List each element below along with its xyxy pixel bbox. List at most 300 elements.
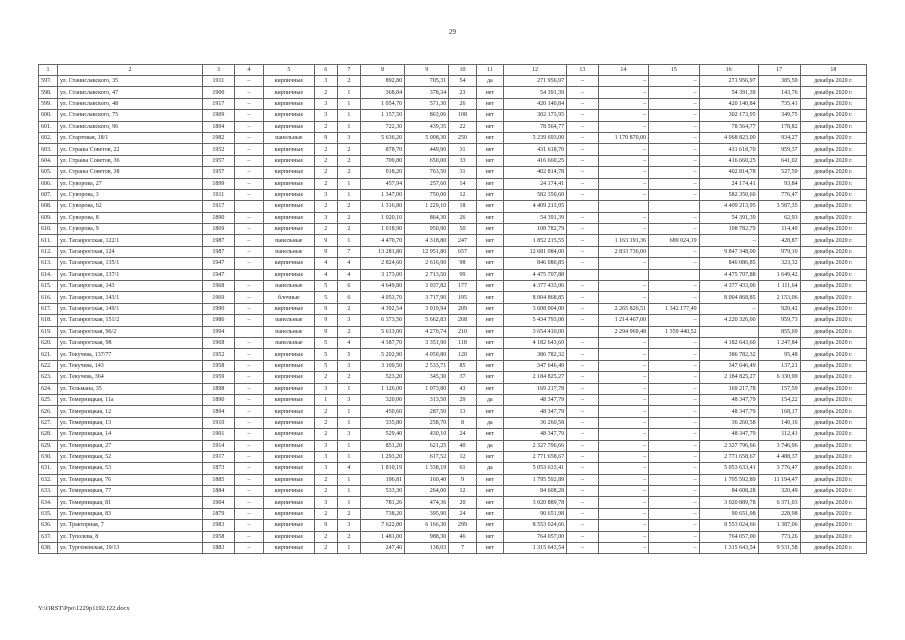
table-cell: 9 xyxy=(449,474,476,485)
table-row xyxy=(39,531,867,542)
table-cell: 1911 xyxy=(203,189,235,200)
table-cell: – xyxy=(234,121,263,132)
table-cell: 4 409 213,95 xyxy=(699,201,758,212)
table-cell: – xyxy=(649,121,700,132)
table-cell: – xyxy=(649,349,700,360)
table-cell: 959,37 xyxy=(758,144,800,155)
table-cell: нет xyxy=(476,520,503,531)
table-cell: 863,06 xyxy=(405,110,449,121)
table-cell: 621,25 xyxy=(405,440,449,451)
table-cell: – xyxy=(598,463,649,474)
table-cell: 3 xyxy=(314,212,337,223)
table-cell: 2 xyxy=(337,508,360,519)
table-cell: 98 xyxy=(449,258,476,269)
table-cell: – xyxy=(234,508,263,519)
table-cell: нет xyxy=(476,349,503,360)
table-cell: 48 347,79 xyxy=(699,406,758,417)
table-cell: 2 xyxy=(337,212,360,223)
table-cell: – xyxy=(567,474,599,485)
table-cell: 2 xyxy=(314,406,337,417)
table-cell: 988,30 xyxy=(405,531,449,542)
table-cell: 1 170 870,00 xyxy=(598,132,649,143)
table-cell: – xyxy=(234,337,263,348)
table-cell: 3 xyxy=(337,315,360,326)
table-cell: 37 xyxy=(449,372,476,383)
table-cell: 449,90 xyxy=(405,144,449,155)
table-cell: нет xyxy=(476,326,503,337)
table-cell: 1909 xyxy=(203,110,235,121)
table-cell: кирпичные xyxy=(264,508,315,519)
table-cell: – xyxy=(234,394,263,405)
table-cell: ул. Суворова, 62 xyxy=(57,201,202,212)
table-cell: кирпичные xyxy=(264,269,315,280)
table-cell: – xyxy=(649,486,700,497)
table-cell: ул. Таганрогская, 143/1 xyxy=(57,292,202,303)
table-cell: 54 391,39 xyxy=(503,87,566,98)
table-cell: ул. Текучева, 137/77 xyxy=(57,349,202,360)
table-cell: 85 xyxy=(449,360,476,371)
table-cell: 247,40 xyxy=(360,543,404,554)
table-cell: – xyxy=(567,451,599,462)
table-cell: 3 xyxy=(314,189,337,200)
table-cell: – xyxy=(649,372,700,383)
table-cell: кирпичные xyxy=(264,531,315,542)
table-cell: – xyxy=(598,451,649,462)
table-cell: 43 xyxy=(449,383,476,394)
table-cell: 2 xyxy=(337,326,360,337)
table-cell: 9 xyxy=(314,520,337,531)
table-cell: 264,00 xyxy=(405,486,449,497)
table-cell: 1 xyxy=(337,121,360,132)
table-cell: нет xyxy=(476,189,503,200)
table-row xyxy=(39,258,867,269)
table-cell: декабрь 2020 г. xyxy=(800,144,866,155)
table-cell: 623. xyxy=(39,372,58,383)
table-cell: да xyxy=(476,440,503,451)
table-row xyxy=(39,406,867,417)
table-cell: 5 xyxy=(337,349,360,360)
table-cell: – xyxy=(234,315,263,326)
table-cell: 918,20 xyxy=(360,167,404,178)
table-row xyxy=(39,76,867,87)
table-cell: 1869 xyxy=(203,224,235,235)
table-cell: 2 184 825,27 xyxy=(503,372,566,383)
table-cell: – xyxy=(234,155,263,166)
table-cell: 582 350,60 xyxy=(503,189,566,200)
table-cell: – xyxy=(649,463,700,474)
table-cell: 108 xyxy=(449,110,476,121)
table-cell: 84 608,28 xyxy=(699,486,758,497)
table-cell: кирпичные xyxy=(264,349,315,360)
table-cell: ул. Таганрогская, 135/1 xyxy=(57,258,202,269)
table-cell: 84 608,28 xyxy=(503,486,566,497)
table-cell: 320,00 xyxy=(360,394,404,405)
table-cell: 632. xyxy=(39,474,58,485)
table-cell: 1952 xyxy=(203,349,235,360)
table-cell: – xyxy=(598,98,649,109)
table-cell: 533,30 xyxy=(360,486,404,497)
table-cell: 750,00 xyxy=(405,189,449,200)
table-cell: – xyxy=(598,486,649,497)
column-header: 14 xyxy=(598,65,649,76)
table-cell: 9 xyxy=(314,326,337,337)
table-cell: ул. Суворова, 8 xyxy=(57,212,202,223)
table-cell: – xyxy=(598,258,649,269)
table-cell: 26 xyxy=(449,212,476,223)
table-cell: 299 xyxy=(449,520,476,531)
table-cell: 9 847 348,00 xyxy=(699,246,758,257)
table-cell: 626. xyxy=(39,406,58,417)
table-cell: 5 636,20 xyxy=(360,132,404,143)
table-cell: – xyxy=(234,144,263,155)
table-cell: 1 xyxy=(337,474,360,485)
table-cell: 402 814,78 xyxy=(699,167,758,178)
table-cell: нет xyxy=(476,110,503,121)
table-cell: 3 937,82 xyxy=(405,281,449,292)
table-cell: кирпичные xyxy=(264,76,315,87)
table-cell: 1958 xyxy=(203,360,235,371)
table-cell: 2 xyxy=(314,201,337,212)
table-cell: кирпичные xyxy=(264,224,315,235)
table-cell: нет xyxy=(476,132,503,143)
table-cell: – xyxy=(598,360,649,371)
table-cell: 8 553 024,66 xyxy=(503,520,566,531)
table-cell: 6 xyxy=(337,281,360,292)
table-cell: 169 217,78 xyxy=(699,383,758,394)
table-cell: – xyxy=(649,520,700,531)
table-cell: нет xyxy=(476,258,503,269)
table-cell: 3 xyxy=(314,76,337,87)
table-cell: 846 086,85 xyxy=(699,258,758,269)
table-cell: 709,80 xyxy=(360,155,404,166)
table-cell: – xyxy=(567,76,599,87)
table-cell: 137,21 xyxy=(758,360,800,371)
table-row xyxy=(39,349,867,360)
table-cell: 1910 xyxy=(203,417,235,428)
table-cell: – xyxy=(649,76,700,87)
table-cell: кирпичные xyxy=(264,543,315,554)
table-cell: – xyxy=(234,178,263,189)
table-cell: 738,20 xyxy=(360,508,404,519)
table-cell: 1 xyxy=(337,87,360,98)
table-cell: декабрь 2020 г. xyxy=(800,315,866,326)
column-header: 16 xyxy=(699,65,758,76)
table-cell: 40 xyxy=(449,440,476,451)
table-cell: 4 xyxy=(337,463,360,474)
table-cell: – xyxy=(649,497,700,508)
table-cell: 6 166,30 xyxy=(405,520,449,531)
table-row xyxy=(39,281,867,292)
table-cell: 599. xyxy=(39,98,58,109)
table-cell: 763,50 xyxy=(405,167,449,178)
column-header: 9 xyxy=(405,65,449,76)
table-cell: – xyxy=(234,189,263,200)
table-cell: 428,87 xyxy=(758,235,800,246)
table-cell: 3 xyxy=(337,132,360,143)
table-cell: декабрь 2020 г. xyxy=(800,155,866,166)
table-cell: 3 xyxy=(337,520,360,531)
table-cell: – xyxy=(234,132,263,143)
table-cell: 3 109,50 xyxy=(360,360,404,371)
table-cell: 2 xyxy=(314,474,337,485)
table-cell: – xyxy=(234,531,263,542)
table-cell: панельные xyxy=(264,326,315,337)
column-header: 10 xyxy=(449,65,476,76)
table-cell: нет xyxy=(476,167,503,178)
table-cell: 13 281,80 xyxy=(360,246,404,257)
table-cell: – xyxy=(567,121,599,132)
table-cell: ул. Суворова, 27 xyxy=(57,178,202,189)
table-cell: 2 713,50 xyxy=(405,269,449,280)
table-cell: кирпичные xyxy=(264,474,315,485)
table-cell: ул. Таганрогская, 124 xyxy=(57,246,202,257)
table-cell: 3 654 410,00 xyxy=(503,326,566,337)
table-cell: 2 616,90 xyxy=(405,258,449,269)
table-cell: 118 xyxy=(449,337,476,348)
table-cell: 613. xyxy=(39,258,58,269)
table-cell: 4 053,70 xyxy=(360,292,404,303)
table-cell: 2 824,60 xyxy=(360,258,404,269)
table-row xyxy=(39,224,867,235)
table-cell xyxy=(567,201,599,212)
table-cell: 621. xyxy=(39,349,58,360)
table-cell: 4 377 433,06 xyxy=(699,281,758,292)
table-cell: кирпичные xyxy=(264,497,315,508)
table-cell: 2 265 826,51 xyxy=(598,303,649,314)
table-cell: 12 xyxy=(449,451,476,462)
table-cell: 258,70 xyxy=(405,417,449,428)
table-cell: – xyxy=(649,167,700,178)
table-cell: ул. Темерницкая, 53 xyxy=(57,463,202,474)
table-cell: – xyxy=(598,440,649,451)
table-cell: 1 214 467,00 xyxy=(598,315,649,326)
table-cell: декабрь 2020 г. xyxy=(800,121,866,132)
table-cell: 1 xyxy=(337,486,360,497)
table-cell: 1 649,42 xyxy=(758,269,800,280)
table-cell: 630. xyxy=(39,451,58,462)
table-cell: 12 xyxy=(449,486,476,497)
table-cell: ул. Таганрогская, 149/1 xyxy=(57,303,202,314)
table-cell: 1 126,00 xyxy=(360,383,404,394)
table-cell: ул. Страны Советов, 22 xyxy=(57,144,202,155)
table-cell: 527,59 xyxy=(758,167,800,178)
table-cell: ул. Тургеневская, 19/13 xyxy=(57,543,202,554)
table-cell: – xyxy=(699,235,758,246)
table-cell: 1 481,00 xyxy=(360,531,404,542)
table-cell: 6 xyxy=(337,292,360,303)
table-cell: 347 646,49 xyxy=(699,360,758,371)
table-cell: ул. Суворова, 9 xyxy=(57,224,202,235)
table-cell: 12 681 084,00 xyxy=(503,246,566,257)
table-cell: 11 194,47 xyxy=(758,474,800,485)
table-cell: 3 746,96 xyxy=(758,440,800,451)
table-cell: 615. xyxy=(39,281,58,292)
table-cell: 657 xyxy=(449,246,476,257)
table-row xyxy=(39,132,867,143)
table-cell: кирпичные xyxy=(264,440,315,451)
table-cell: 2 771 658,67 xyxy=(699,451,758,462)
table-cell: 54 xyxy=(449,76,476,87)
table-cell: – xyxy=(567,440,599,451)
table-cell: 1 387,06 xyxy=(758,520,800,531)
table-cell: 602. xyxy=(39,132,58,143)
table-cell: 177 xyxy=(449,281,476,292)
table-cell: 4 470,70 xyxy=(360,235,404,246)
table-row xyxy=(39,315,867,326)
table-cell: 4 068 823,00 xyxy=(699,132,758,143)
table-cell: кирпичные xyxy=(264,394,315,405)
table-cell: – xyxy=(234,303,263,314)
table-cell: 1 xyxy=(337,235,360,246)
column-header: 7 xyxy=(337,65,360,76)
table-cell: ул. Станиславского, 48 xyxy=(57,98,202,109)
table-cell: – xyxy=(598,224,649,235)
table-cell: 650,00 xyxy=(405,155,449,166)
table-cell: 598. xyxy=(39,87,58,98)
table-cell: 2 xyxy=(337,303,360,314)
table-row xyxy=(39,246,867,257)
table-cell: – xyxy=(567,292,599,303)
table-row xyxy=(39,292,867,303)
table-cell: 1917 xyxy=(203,201,235,212)
table-cell: 604. xyxy=(39,155,58,166)
table-cell: – xyxy=(567,178,599,189)
page-number: 29 xyxy=(449,28,456,36)
table-cell: – xyxy=(649,178,700,189)
table-cell: 4 182 643,60 xyxy=(699,337,758,348)
table-cell: 582 350,60 xyxy=(699,189,758,200)
table-cell: 386 782,32 xyxy=(503,349,566,360)
table-cell: кирпичные xyxy=(264,303,315,314)
table-cell: 5 053 633,41 xyxy=(699,463,758,474)
table-cell: 347 646,49 xyxy=(503,360,566,371)
table-cell: 457,94 xyxy=(360,178,404,189)
table-cell: 345,30 xyxy=(405,372,449,383)
table-cell: 2 327 796,66 xyxy=(699,440,758,451)
table-cell: – xyxy=(598,212,649,223)
table-cell: 420 140,84 xyxy=(503,98,566,109)
table-row xyxy=(39,372,867,383)
table-cell: кирпичные xyxy=(264,212,315,223)
table-cell: – xyxy=(649,189,700,200)
table-row xyxy=(39,303,867,314)
table-cell: – xyxy=(598,531,649,542)
table-cell: кирпичные xyxy=(264,258,315,269)
table-cell: 1 852 215,55 xyxy=(503,235,566,246)
table-cell: 2 xyxy=(337,201,360,212)
table-cell: 781,26 xyxy=(360,497,404,508)
table-cell: 169 217,78 xyxy=(503,383,566,394)
table-cell: 4 387,70 xyxy=(360,337,404,348)
table-cell: 2 xyxy=(337,144,360,155)
table-cell: 627. xyxy=(39,417,58,428)
table-cell: декабрь 2020 г. xyxy=(800,486,866,497)
table-row xyxy=(39,474,867,485)
table-cell: 8 004 868,85 xyxy=(503,292,566,303)
table-cell: – xyxy=(234,292,263,303)
table-cell: 636. xyxy=(39,520,58,531)
table-cell: 1947 xyxy=(203,258,235,269)
table-cell: 2 xyxy=(337,167,360,178)
table-cell: да xyxy=(476,463,503,474)
table-cell: 90 651,98 xyxy=(503,508,566,519)
table-cell: 48 347,79 xyxy=(699,394,758,405)
table-cell: 5 xyxy=(314,292,337,303)
table-row xyxy=(39,543,867,554)
table-cell: 14 xyxy=(449,178,476,189)
table-cell: 571,30 xyxy=(405,98,449,109)
table-cell: 2 xyxy=(337,76,360,87)
table-cell: 9 xyxy=(314,235,337,246)
table-cell: 638. xyxy=(39,543,58,554)
table-cell: 523,20 xyxy=(360,372,404,383)
table-cell: 4 649,80 xyxy=(360,281,404,292)
table-cell: 1 xyxy=(337,383,360,394)
table-cell: 617,52 xyxy=(405,451,449,462)
table-cell: ул. Темерницкая, 11а xyxy=(57,394,202,405)
table-cell: 4 392,54 xyxy=(360,303,404,314)
table-cell: 614. xyxy=(39,269,58,280)
table-cell: 633. xyxy=(39,486,58,497)
table-cell: 605. xyxy=(39,167,58,178)
column-header: 12 xyxy=(503,65,566,76)
table-row xyxy=(39,360,867,371)
table-cell: 8 xyxy=(449,417,476,428)
column-header: 2 xyxy=(57,65,202,76)
table-cell: 24 174,41 xyxy=(503,178,566,189)
table-cell: 335,80 xyxy=(360,417,404,428)
table-cell: 20 xyxy=(449,497,476,508)
table-cell: ул. Темерницкая, 76 xyxy=(57,474,202,485)
table-cell: – xyxy=(598,87,649,98)
table-cell: 143,76 xyxy=(758,87,800,98)
table-cell: – xyxy=(649,394,700,405)
table-cell: 641,02 xyxy=(758,155,800,166)
table-cell: ул. Текучева, 143 xyxy=(57,360,202,371)
table-cell: – xyxy=(234,497,263,508)
table-cell: 385,59 xyxy=(758,76,800,87)
table-cell: нет xyxy=(476,406,503,417)
table-cell: кирпичные xyxy=(264,360,315,371)
table-cell: – xyxy=(567,486,599,497)
table-cell: кирпичные xyxy=(264,201,315,212)
table-cell: 48 347,79 xyxy=(699,429,758,440)
table-cell: 62,93 xyxy=(758,212,800,223)
table-cell: кирпичные xyxy=(264,463,315,474)
table-cell xyxy=(234,269,263,280)
table-cell: – xyxy=(234,110,263,121)
table-cell: декабрь 2020 г. xyxy=(800,98,866,109)
table-cell: 1 xyxy=(337,440,360,451)
table-cell: 3 xyxy=(314,383,337,394)
table-cell xyxy=(567,269,599,280)
table-cell: 773,26 xyxy=(758,531,800,542)
table-cell: ул. Темерницкая, 81 xyxy=(57,497,202,508)
table-cell: – xyxy=(567,429,599,440)
table-row xyxy=(39,417,867,428)
table-cell: 9 xyxy=(314,246,337,257)
table-cell: 378,34 xyxy=(405,87,449,98)
table-cell: декабрь 2020 г. xyxy=(800,531,866,542)
table-cell: 4 xyxy=(337,269,360,280)
table-cell: панельные xyxy=(264,337,315,348)
table-cell: 368,84 xyxy=(360,87,404,98)
table-cell: 1890 xyxy=(203,212,235,223)
table-cell: – xyxy=(649,543,700,554)
column-header: 8 xyxy=(360,65,404,76)
table-cell: 24 xyxy=(449,508,476,519)
table-cell: 247 xyxy=(449,235,476,246)
